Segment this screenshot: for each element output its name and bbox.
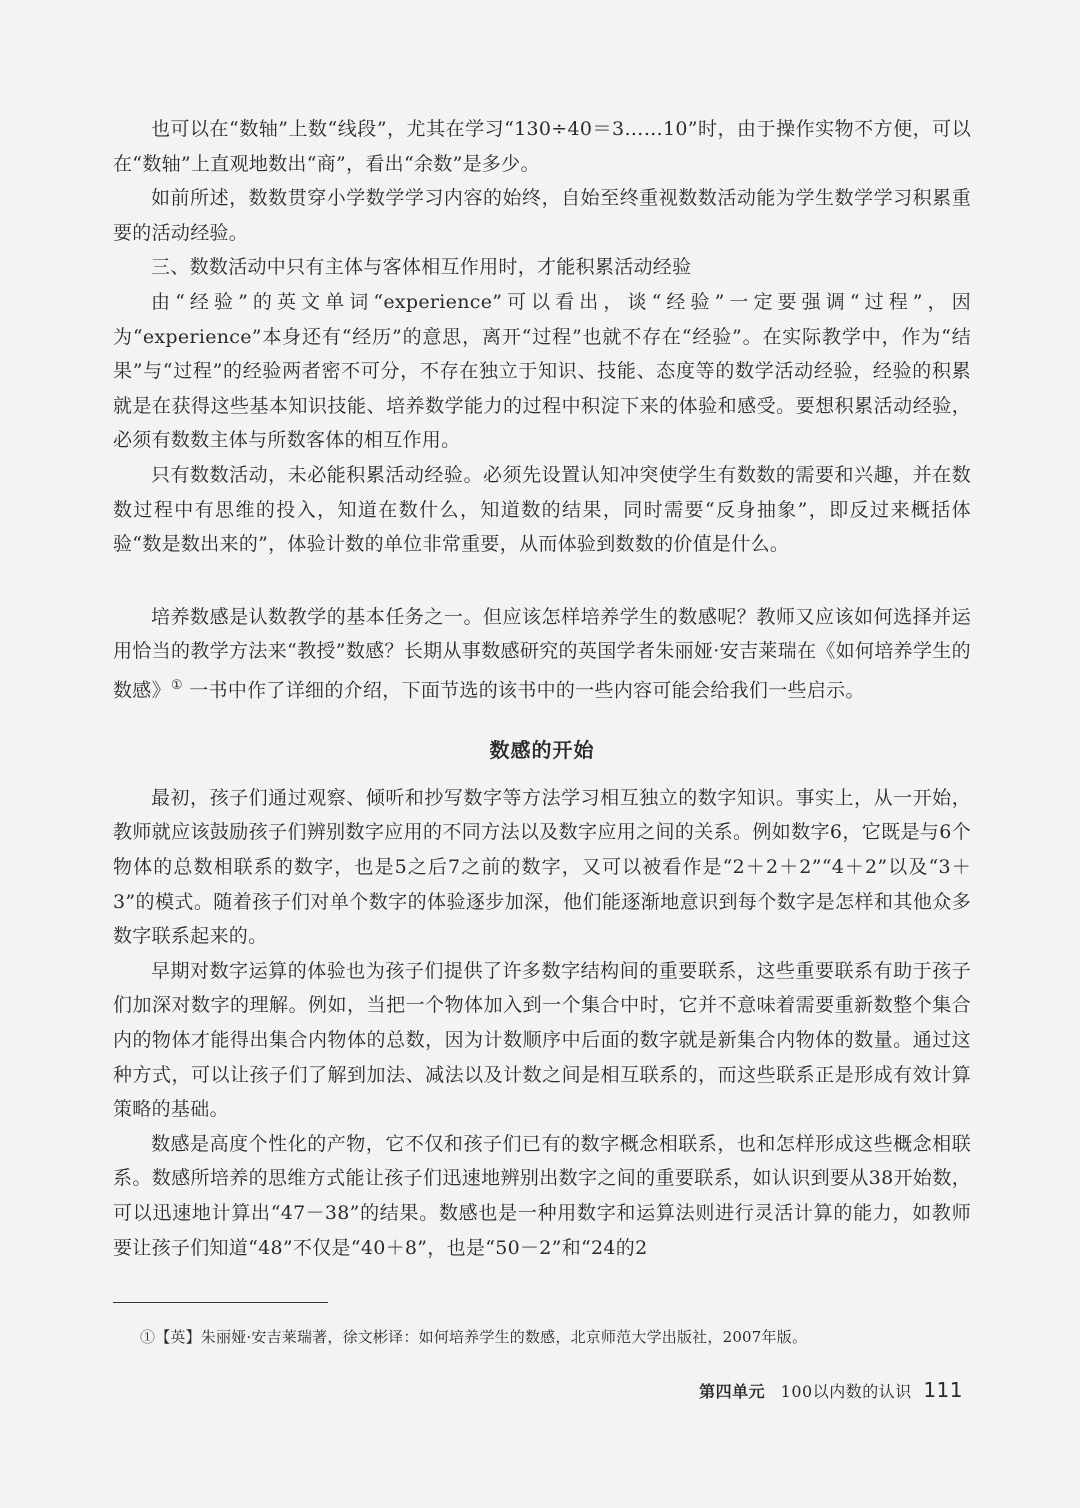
paragraph: 最初，孩子们通过观察、倾听和抄写数字等方法学习相互独立的数字知识。事实上，从一开始，教师就应该鼓励孩子们辨别数字应用的不同方法以及数字应用之间的关系。例如数字6，它既是与6个物体的总数相联系的数字，也是5之后7之前的数字，又可以被看作是“2＋2＋2”“4＋2”以及“3＋3”的模式。随着孩子们对单个数字的体验逐步加深，他们能逐渐地意识到每个数字是怎样和其他众多数字联系起来的。 [113, 786, 971, 948]
intro-paragraph [113, 600, 971, 708]
paragraph: 由“经验”的英文单词“experience”可以看出，谈“经验”一定要强调“过程”，因为“experience”本身还有“经历”的意思，离开“过程”也就不存在“经验”。在实际教学中，作为“结果”与“过程”的经验两者密不可分，不存在独立于知识、技能、态度等的数学活动经验，经验的积累就是在获得这些基本知识技能、培养数学能力的过程中积淀下来的体验和感受。要想积累活动经验，必须有数数主体与所数客体的相互作用。 [113, 290, 971, 452]
paragraph: 早期对数字运算的体验也为孩子们提供了许多数字结构间的重要联系，这些重要联系有助于孩子们加深对数字的理解。例如，当把一个物体加入到一个集合中时，它并不意味着需要重新数整个集合内的物体才能得出集合内物体的总数，因为计数顺序中后面的数字就是新集合内物体的数量。通过这种方式，可以让孩子们了解到加法、减法以及计数之间是相互联系的，而这些联系正是形成有效计算策略的基础。 [113, 959, 971, 1121]
subheading: 三、数数活动中只有主体与客体相互作用时，才能积累活动经验 [151, 256, 692, 279]
footer-chapter: 第四单元 [699, 1382, 766, 1401]
intro-text-before: 培养数感是认数教学的基本任务之一。但应该怎样培养学生的数感呢？教师又应该如何选择并运用恰当的教学方法来“教授”数感？长期从事数感研究的英国学者朱丽娅·安吉莱瑞在《如何培养学生的数感》 [113, 605, 971, 702]
intro-text-after: 一书中作了详细的介绍，下面节选的该书中的一些内容可能会给我们一些启示。 [182, 679, 865, 702]
page-number: 111 [923, 1378, 963, 1402]
section-title: 数感的开始 [489, 737, 595, 762]
paragraph: 也可以在“数轴”上数“线段”，尤其在学习“130÷40＝3……10”时，由于操作实物不方便，可以在“数轴”上直观地数出“商”，看出“余数”是多少。 [113, 118, 971, 175]
section-gap [113, 562, 971, 600]
footnote-reference: ① [170, 677, 183, 693]
page-body [113, 112, 971, 1265]
footnote: ①【英】朱丽娅·安吉莱瑞著，徐文彬译：如何培养学生的数感，北京师范大学出版社，2007年版。 [140, 1328, 808, 1346]
page-footer [699, 1378, 963, 1402]
paragraph: 如前所述，数数贯穿小学数学学习内容的始终，自始至终重视数数活动能为学生数学学习积累重要的活动经验。 [113, 187, 971, 244]
footer-title: 100以内数的认识 [780, 1382, 912, 1401]
paragraph: 数感是高度个性化的产物，它不仅和孩子们已有的数字概念相联系，也和怎样形成这些概念相联系。数感所培养的思维方式能让孩子们迅速地辨别出数字之间的重要联系，如认识到要从38开始数，可以迅速地计算出“47－38”的结果。数感也是一种用数字和运算法则进行灵活计算的能力，如教师要让孩子们知道“48”不仅是“40＋8”，也是“50－2”和“24的2 [113, 1132, 971, 1259]
paragraph: 只有数数活动，未必能积累活动经验。必须先设置认知冲突使学生有数数的需要和兴趣，并在数数过程中有思维的投入，知道在数什么，知道数的结果，同时需要“反身抽象”，即反过来概括体验“数是数出来的”，体验计数的单位非常重要，从而体验到数数的价值是什么。 [113, 463, 971, 556]
footnote-divider [113, 1302, 328, 1303]
